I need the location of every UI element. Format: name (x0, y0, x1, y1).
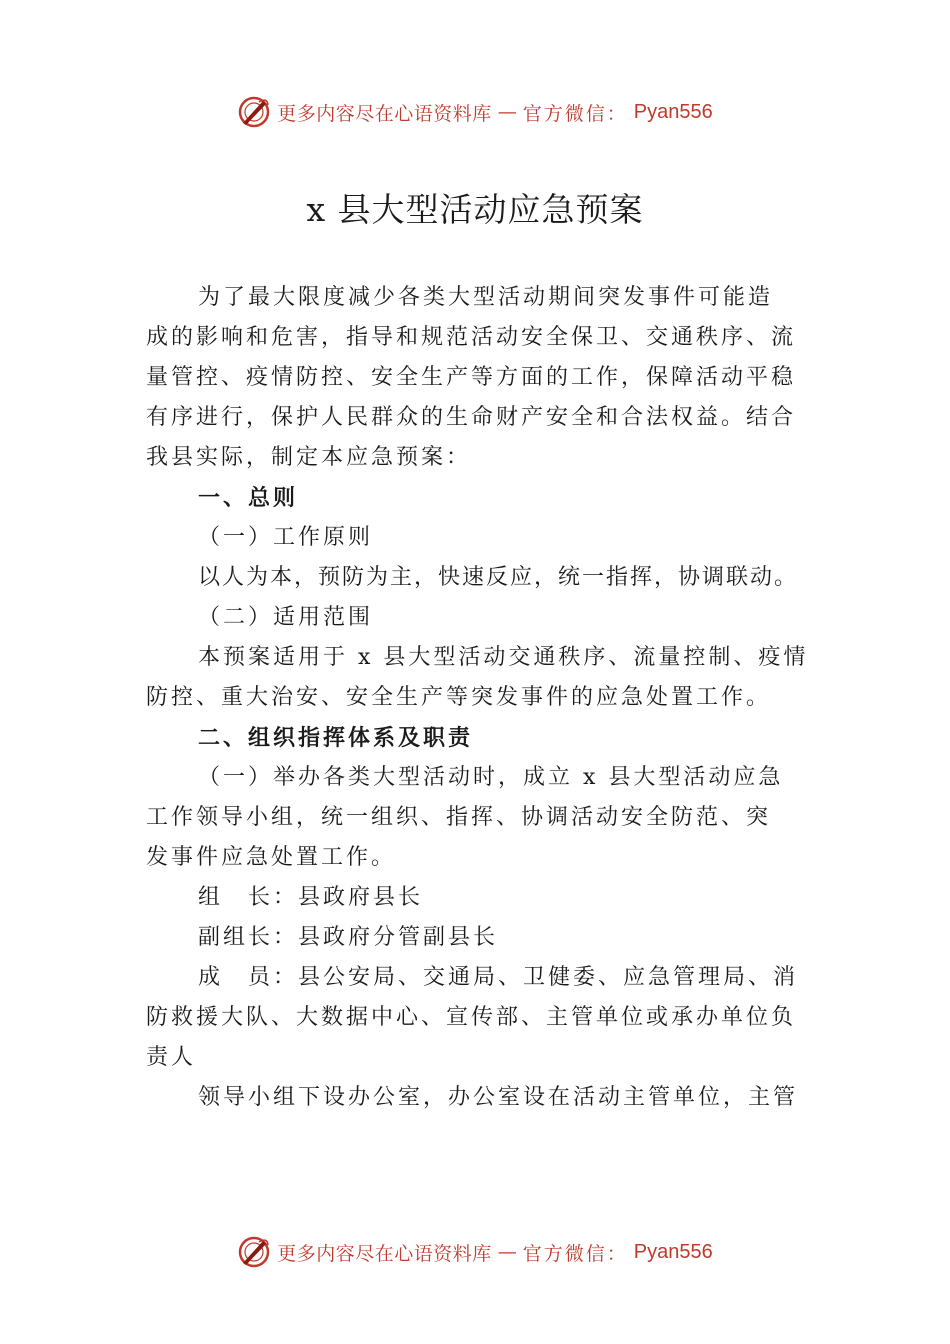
banner-separator: — (497, 101, 517, 123)
body-line: 我县实际，制定本应急预案： (146, 445, 472, 470)
body-line: 组 长：县政府县长 (198, 885, 424, 910)
body-line: 本预案适用于 x 县大型活动交通秩序、流量控制、疫情 (198, 645, 809, 670)
header-banner (0, 92, 950, 132)
banner-wechat-label: 官方微信： (522, 1242, 628, 1265)
body-line: （一）举办各类大型活动时，成立 x 县大型活动应急 (198, 765, 784, 790)
document-body (146, 278, 826, 1118)
body-line: 有序进行，保护人民群众的生命财产安全和合法权益。结合 (146, 405, 797, 430)
body-line: 成的影响和危害，指导和规范活动安全保卫、交通秩序、流 (146, 325, 797, 350)
body-line: 量管控、疫情防控、安全生产等方面的工作，保障活动平稳 (146, 365, 797, 390)
banner-slogan: 更多内容尽在心语资料库 (277, 102, 492, 125)
body-line: 领导小组下设办公室，办公室设在活动主管单位，主管 (198, 1085, 799, 1110)
body-line: 防控、重大治安、安全生产等突发事件的应急处置工作。 (146, 685, 772, 710)
body-line: 副组长：县政府分管副县长 (198, 925, 499, 950)
quill-seal-icon (237, 95, 271, 129)
banner-slogan: 更多内容尽在心语资料库 (277, 1242, 492, 1265)
subsection-heading: （一）工作原则 (198, 525, 374, 550)
footer-banner (0, 1232, 950, 1272)
banner-wechat-id: Pyan556 (633, 1240, 713, 1263)
body-line: 为了最大限度减少各类大型活动期间突发事件可能造 (198, 285, 774, 310)
body-line: 成 员：县公安局、交通局、卫健委、应急管理局、消 (198, 965, 799, 990)
body-line: 责人 (146, 1045, 197, 1070)
document-title: x 县大型活动应急预案 (306, 190, 644, 229)
section-heading: 一、总则 (198, 485, 299, 511)
body-line: 工作领导小组，统一组织、指挥、协调活动安全防范、突 (146, 805, 772, 830)
quill-seal-icon (237, 1235, 271, 1269)
body-line: 发事件应急处置工作。 (146, 845, 397, 870)
body-line: 以人为本，预防为主，快速反应，统一指挥，协调联动。 (198, 565, 799, 590)
section-heading: 二、组织指挥体系及职责 (198, 725, 474, 751)
body-line: 防救援大队、大数据中心、宣传部、主管单位或承办单位负 (146, 1005, 797, 1030)
banner-separator: — (497, 1241, 517, 1263)
subsection-heading: （二）适用范围 (198, 605, 374, 630)
banner-wechat-id: Pyan556 (633, 100, 713, 123)
banner-wechat-label: 官方微信： (522, 102, 628, 125)
